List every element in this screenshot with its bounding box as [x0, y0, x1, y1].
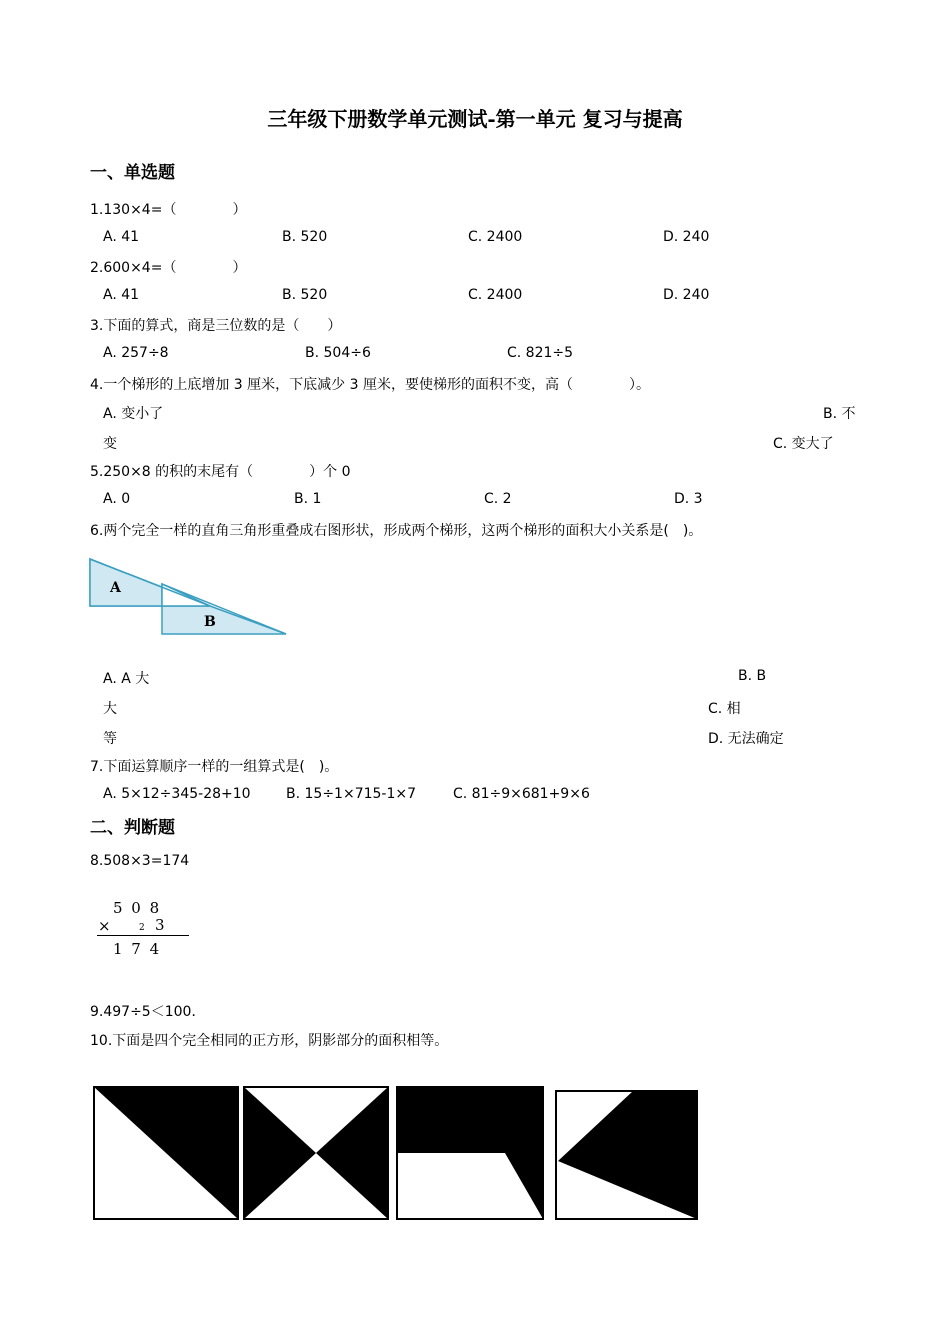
q5-option-d: D. 3	[674, 491, 703, 507]
q6-option-d: D. 无法确定	[708, 731, 784, 747]
q4-option-b-wrap: 变	[103, 436, 117, 452]
q4-option-a: A. 变小了	[103, 406, 164, 422]
question-5: 5.250×8 的积的末尾有（ ）个 0	[90, 464, 351, 480]
q5-option-b: B. 1	[294, 491, 322, 507]
question-1: 1.130×4=（ ）	[90, 202, 247, 218]
square-4	[556, 1091, 697, 1219]
question-10: 10.下面是四个完全相同的正方形，阴影部分的面积相等。	[90, 1033, 449, 1049]
q3-option-b: B. 504÷6	[305, 345, 371, 361]
square-1	[94, 1087, 238, 1219]
q4-option-c: C. 变大了	[773, 436, 834, 452]
q1-option-c: C. 2400	[468, 229, 523, 245]
square-3	[397, 1087, 543, 1219]
q1-option-b: B. 520	[282, 229, 328, 245]
figure-label-a: A	[110, 580, 121, 596]
q1-option-d: D. 240	[663, 229, 710, 245]
q6-option-a: A. A 大	[103, 671, 150, 687]
square-2	[244, 1087, 388, 1219]
q2-option-d: D. 240	[663, 287, 710, 303]
question-6: 6.两个完全一样的直角三角形重叠成右图形状，形成两个梯形，这两个梯形的面积大小关系是( )。	[90, 523, 703, 539]
section-true-false: 二、判断题	[90, 818, 175, 838]
four-squares-figure	[90, 1083, 705, 1225]
q2-option-c: C. 2400	[468, 287, 523, 303]
q7-option-c: C. 81÷9×681+9×6	[453, 786, 590, 802]
question-3: 3.下面的算式，商是三位数的是（ ）	[90, 318, 342, 334]
question-2: 2.600×4=（ ）	[90, 260, 247, 276]
section-single-choice: 一、单选题	[90, 163, 175, 183]
q1-option-a: A. 41	[103, 229, 140, 245]
q5-option-a: A. 0	[103, 491, 131, 507]
question-7: 7.下面运算顺序一样的一组算式是( )。	[90, 759, 339, 775]
page-title: 三年级下册数学单元测试-第一单元 复习与提高	[267, 107, 683, 131]
vertical-calc-result: 1 7 4	[113, 940, 162, 958]
q7-option-b: B. 15÷1×715-1×7	[286, 786, 417, 802]
question-4: 4.一个梯形的上底增加 3 厘米，下底减少 3 厘米，要使梯形的面积不变，高（ ）。	[90, 377, 650, 393]
vertical-calc-multiplier: 3	[155, 916, 165, 934]
q6-option-c-wrap: 等	[103, 731, 117, 747]
trapezoid-figure	[88, 556, 290, 638]
q6-option-c: C. 相	[708, 701, 741, 717]
q7-option-a: A. 5×12÷345-28+10	[103, 786, 251, 802]
vertical-calc-times: ×	[98, 917, 111, 935]
q6-option-b: B. B	[738, 668, 767, 684]
vertical-calc-multiplicand: 5 0 8	[113, 899, 162, 917]
question-8: 8.508×3=174	[90, 853, 190, 869]
q5-option-c: C. 2	[484, 491, 512, 507]
question-9: 9.497÷5＜100．	[90, 1004, 206, 1020]
q6-option-b-wrap: 大	[103, 701, 117, 717]
q2-option-b: B. 520	[282, 287, 328, 303]
vertical-calc-line	[97, 935, 189, 936]
q2-option-a: A. 41	[103, 287, 140, 303]
q4-option-b: B. 不	[823, 406, 856, 422]
q3-option-a: A. 257÷8	[103, 345, 169, 361]
figure-label-b: B	[204, 614, 216, 630]
q3-option-c: C. 821÷5	[507, 345, 574, 361]
vertical-calc-carry: 2	[139, 923, 145, 933]
